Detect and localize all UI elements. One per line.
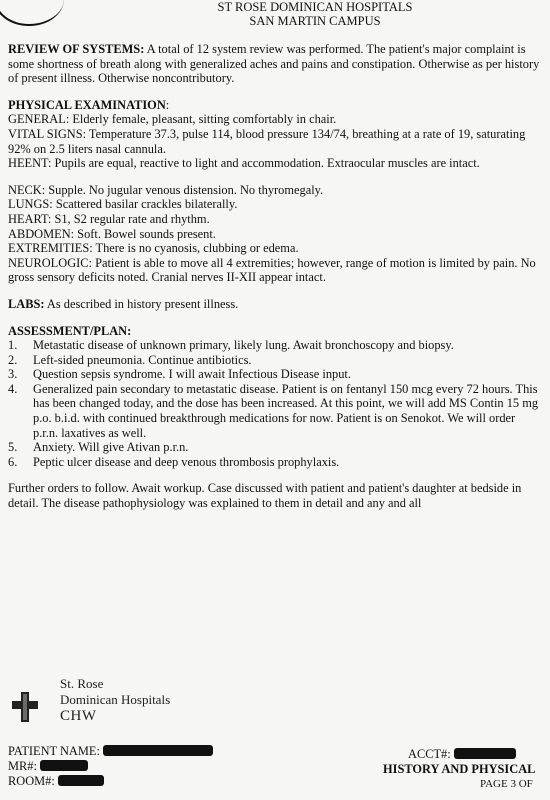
hospital-cross-icon xyxy=(10,690,40,724)
general-line: GENERAL: Elderly female, pleasant, sitting comfortably in chair. xyxy=(8,112,337,127)
labs xyxy=(8,297,542,312)
vital-signs-line: VITAL SIGNS: Temperature 37.3, pulse 114, blood pressure 134/74, breathing at a rate of 19, saturating 92% on 2.5 liters nasal cannula. xyxy=(8,126,526,156)
patient-name-field xyxy=(8,744,213,759)
acct-field xyxy=(408,747,516,762)
hospital-name: ST ROSE DOMINICAN HOSPITALS xyxy=(217,0,413,14)
assessment-heading: ASSESSMENT/PLAN: xyxy=(8,323,132,338)
list-item: 6. Peptic ulcer disease and deep venous thrombosis prophylaxis. xyxy=(8,454,340,469)
labs-text: As described in history present illness. xyxy=(46,296,239,311)
physical-examination xyxy=(8,98,542,285)
lungs-line: LUNGS: Scattered basilar crackles bilaterally. xyxy=(8,197,238,212)
neck-line: NECK: Supple. No jugular venous distension. No thyromegaly. xyxy=(8,182,324,197)
abdomen-line: ABDOMEN: Soft. Bowel sounds present. xyxy=(8,226,216,241)
report-body xyxy=(8,42,542,523)
redaction-bar xyxy=(40,760,88,771)
labs-heading: LABS: xyxy=(8,296,45,311)
list-item: 4. Generalized pain secondary to metastatic disease. Patient is on fentanyl 150 mcg every 72 hours. This has been changed today, and the dose has been increased. At this point, we will add MS Contin 15 mg p.o. b.i.d. with continued breakthrough medications for now. Patient is on Senokot. We will order p.r.n. laxatives as well. xyxy=(8,381,539,440)
mr-label: MR#: xyxy=(8,759,37,773)
list-item: 3. Question sepsis syndrome. I will await Infectious Disease input. xyxy=(8,367,351,382)
heent-line: HEENT: Pupils are equal, reactive to light and accommodation. Extraocular muscles are intact. xyxy=(8,156,480,171)
hospital-brand xyxy=(60,676,170,724)
campus-name: SAN MARTIN CAMPUS xyxy=(249,14,381,28)
assessment-plan xyxy=(8,324,542,470)
patient-name-label: PATIENT NAME: xyxy=(8,744,100,758)
page-number: PAGE 3 OF xyxy=(480,778,533,790)
redaction-bar xyxy=(454,748,516,759)
list-item: 5. Anxiety. Will give Ativan p.r.n. xyxy=(8,440,189,455)
physical-heading: PHYSICAL EXAMINATION xyxy=(8,97,166,112)
document-type: HISTORY AND PHYSICAL xyxy=(383,762,536,776)
acct-label: ACCT#: xyxy=(408,747,451,761)
mr-field xyxy=(8,759,88,774)
physical-heading-colon: : xyxy=(165,97,170,112)
extremities-line: EXTREMITIES: There is no cyanosis, clubbing or edema. xyxy=(8,241,299,256)
brand-line-2: Dominican Hospitals xyxy=(60,692,171,707)
spacer xyxy=(8,171,542,183)
document-footer xyxy=(0,670,550,800)
heart-line: HEART: S1, S2 regular rate and rhythm. xyxy=(8,211,210,226)
hospital-header xyxy=(0,0,550,28)
brand-line-3: CHW xyxy=(60,708,97,724)
closing-paragraph: Further orders to follow. Await workup. Case discussed with patient and patient's daughter at bedside in detail. The disease pathophysiology was explained to them in detail and any and all xyxy=(8,481,522,511)
redaction-bar xyxy=(58,775,104,786)
room-label: ROOM#: xyxy=(8,774,55,788)
review-heading: REVIEW OF SYSTEMS: xyxy=(8,42,145,56)
review-of-systems xyxy=(8,42,542,86)
redaction-bar xyxy=(103,745,213,756)
list-item: 2. Left-sided pneumonia. Continue antibiotics. xyxy=(8,352,252,367)
brand-line-1: St. Rose xyxy=(60,676,104,691)
review-text: A total of 12 system review was performed. The patient's major complaint is some shortness of breath along with generalized aches and pains and constipation. Otherwise as per history of present illness. Otherwise noncontributory. xyxy=(8,42,540,86)
assessment-list xyxy=(8,338,542,469)
room-field xyxy=(8,774,104,789)
neurologic-line: NEUROLOGIC: Patient is able to move all 4 extremities; however, range of motion is limited by pain. No gross sensory deficits noted. Cranial nerves II-XII appear intact. xyxy=(8,255,536,285)
list-item: 1. Metastatic disease of unknown primary, likely lung. Await bronchoscopy and biopsy. xyxy=(8,338,454,353)
